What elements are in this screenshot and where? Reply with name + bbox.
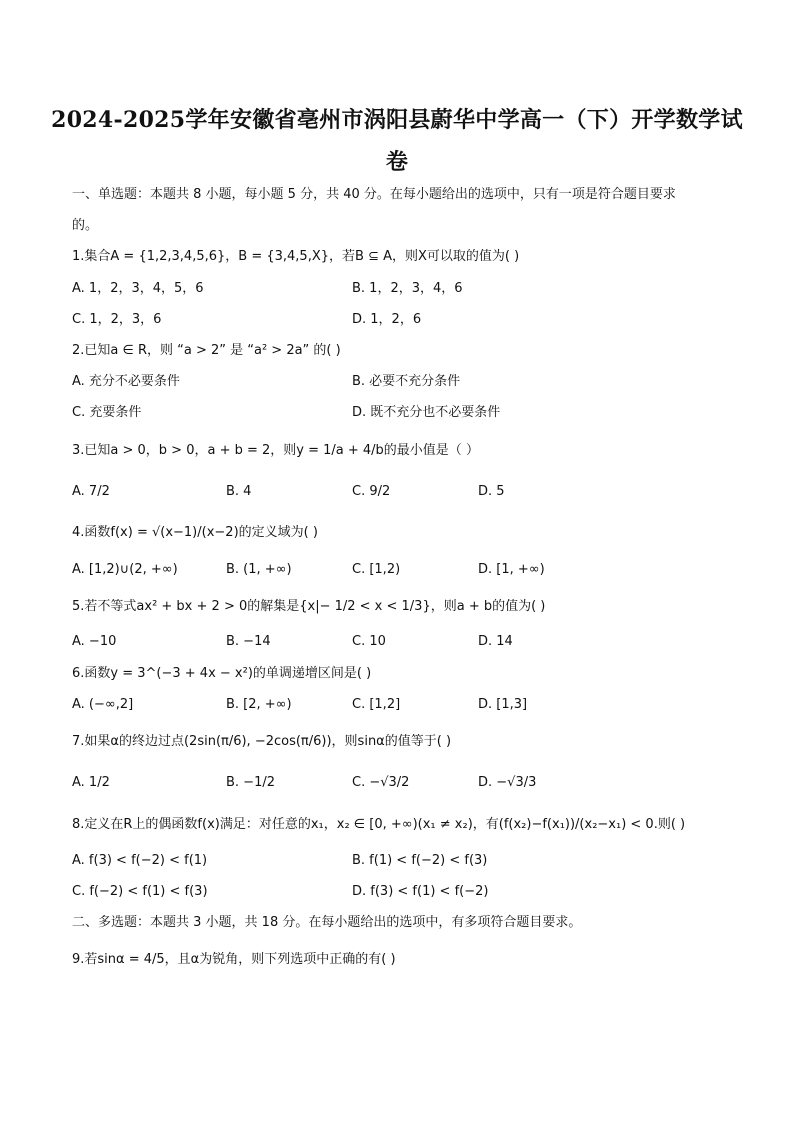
question-7-option-d[interactable]: D. −√3/3 (478, 775, 537, 790)
question-8-option-c[interactable]: C. f(−2) < f(1) < f(3) (72, 884, 208, 899)
question-1-option-d[interactable]: D. 1，2，6 (352, 312, 422, 327)
question-6-stem: 6.函数y = 3^(−3 + 4x − x²)的单调递增区间是( ) (72, 666, 372, 681)
question-2-option-c[interactable]: C. 充要条件 (72, 405, 142, 420)
question-6-option-c[interactable]: C. [1,2] (352, 697, 401, 712)
question-4-option-d[interactable]: D. [1, +∞) (478, 562, 545, 577)
question-6-option-b[interactable]: B. [2, +∞) (226, 697, 292, 712)
question-1-stem: 1.集合A = {1,2,3,4,5,6}，B = {3,4,5,X}，若B ⊆ A，则X可以取的值为( ) (72, 249, 520, 264)
question-4-stem: 4.函数f(x) = √(x−1)/(x−2)的定义域为( ) (72, 525, 318, 540)
question-4-option-c[interactable]: C. [1,2) (352, 562, 401, 577)
question-5-option-a[interactable]: A. −10 (72, 634, 117, 649)
question-3-option-c[interactable]: C. 9/2 (352, 484, 391, 499)
question-4-option-b[interactable]: B. (1, +∞) (226, 562, 292, 577)
question-2-option-b[interactable]: B. 必要不充分条件 (352, 374, 461, 389)
question-5-option-b[interactable]: B. −14 (226, 634, 271, 649)
question-3-option-a[interactable]: A. 7/2 (72, 484, 110, 499)
question-3-option-b[interactable]: B. 4 (226, 484, 252, 499)
question-1-option-c[interactable]: C. 1，2，3，6 (72, 312, 162, 327)
question-7-option-c[interactable]: C. −√3/2 (352, 775, 410, 790)
question-2-stem: 2.已知a ∈ R，则 “a > 2” 是 “a² > 2a” 的( ) (72, 343, 341, 358)
question-2-option-d[interactable]: D. 既不充分也不必要条件 (352, 405, 501, 420)
question-4-option-a[interactable]: A. [1,2)∪(2, +∞) (72, 562, 178, 577)
question-7-option-a[interactable]: A. 1/2 (72, 775, 110, 790)
question-5-option-d[interactable]: D. 14 (478, 634, 513, 649)
question-8-option-b[interactable]: B. f(1) < f(−2) < f(3) (352, 853, 488, 868)
question-5-stem: 5.若不等式ax² + bx + 2 > 0的解集是{x|− 1/2 < x < 1/3}，则a + b的值为( ) (72, 599, 546, 614)
question-9-stem: 9.若sinα = 4/5，且α为锐角，则下列选项中正确的有( ) (72, 952, 396, 967)
section-heading-cont: 的。 (72, 218, 99, 233)
question-3-stem: 3.已知a > 0，b > 0，a + b = 2，则y = 1/a + 4/b的最小值是（ ） (72, 443, 479, 458)
question-5-option-c[interactable]: C. 10 (352, 634, 386, 649)
question-1-option-b[interactable]: B. 1，2，3，4，6 (352, 281, 463, 296)
question-8-stem: 8.定义在R上的偶函数f(x)满足：对任意的x₁，x₂ ∈ [0, +∞)(x₁ ≠ x₂)，有(f(x₂)−f(x₁))/(x₂−x₁) < 0.则( ) (72, 817, 686, 832)
question-8-option-d[interactable]: D. f(3) < f(1) < f(−2) (352, 884, 489, 899)
title-line-2: 卷 (385, 149, 409, 175)
section-heading: 二、多选题：本题共 3 小题，共 18 分。在每小题给出的选项中，有多项符合题目要求。 (72, 915, 582, 930)
question-6-option-d[interactable]: D. [1,3] (478, 697, 528, 712)
question-2-option-a[interactable]: A. 充分不必要条件 (72, 374, 180, 389)
question-8-option-a[interactable]: A. f(3) < f(−2) < f(1) (72, 853, 208, 868)
question-7-option-b[interactable]: B. −1/2 (226, 775, 275, 790)
title-line-1: 2024-2025学年安徽省亳州市涡阳县蔚华中学高一（下）开学数学试 (51, 107, 743, 133)
question-1-option-a[interactable]: A. 1，2，3，4，5，6 (72, 281, 204, 296)
question-7-stem: 7.如果α的终边过点(2sin(π/6), −2cos(π/6))，则sinα的值等于( ) (72, 734, 452, 749)
question-3-option-d[interactable]: D. 5 (478, 484, 505, 499)
section-heading: 一、单选题：本题共 8 小题，每小题 5 分，共 40 分。在每小题给出的选项中，只有一项是符合题目要求 (72, 187, 676, 202)
question-6-option-a[interactable]: A. (−∞,2] (72, 697, 134, 712)
